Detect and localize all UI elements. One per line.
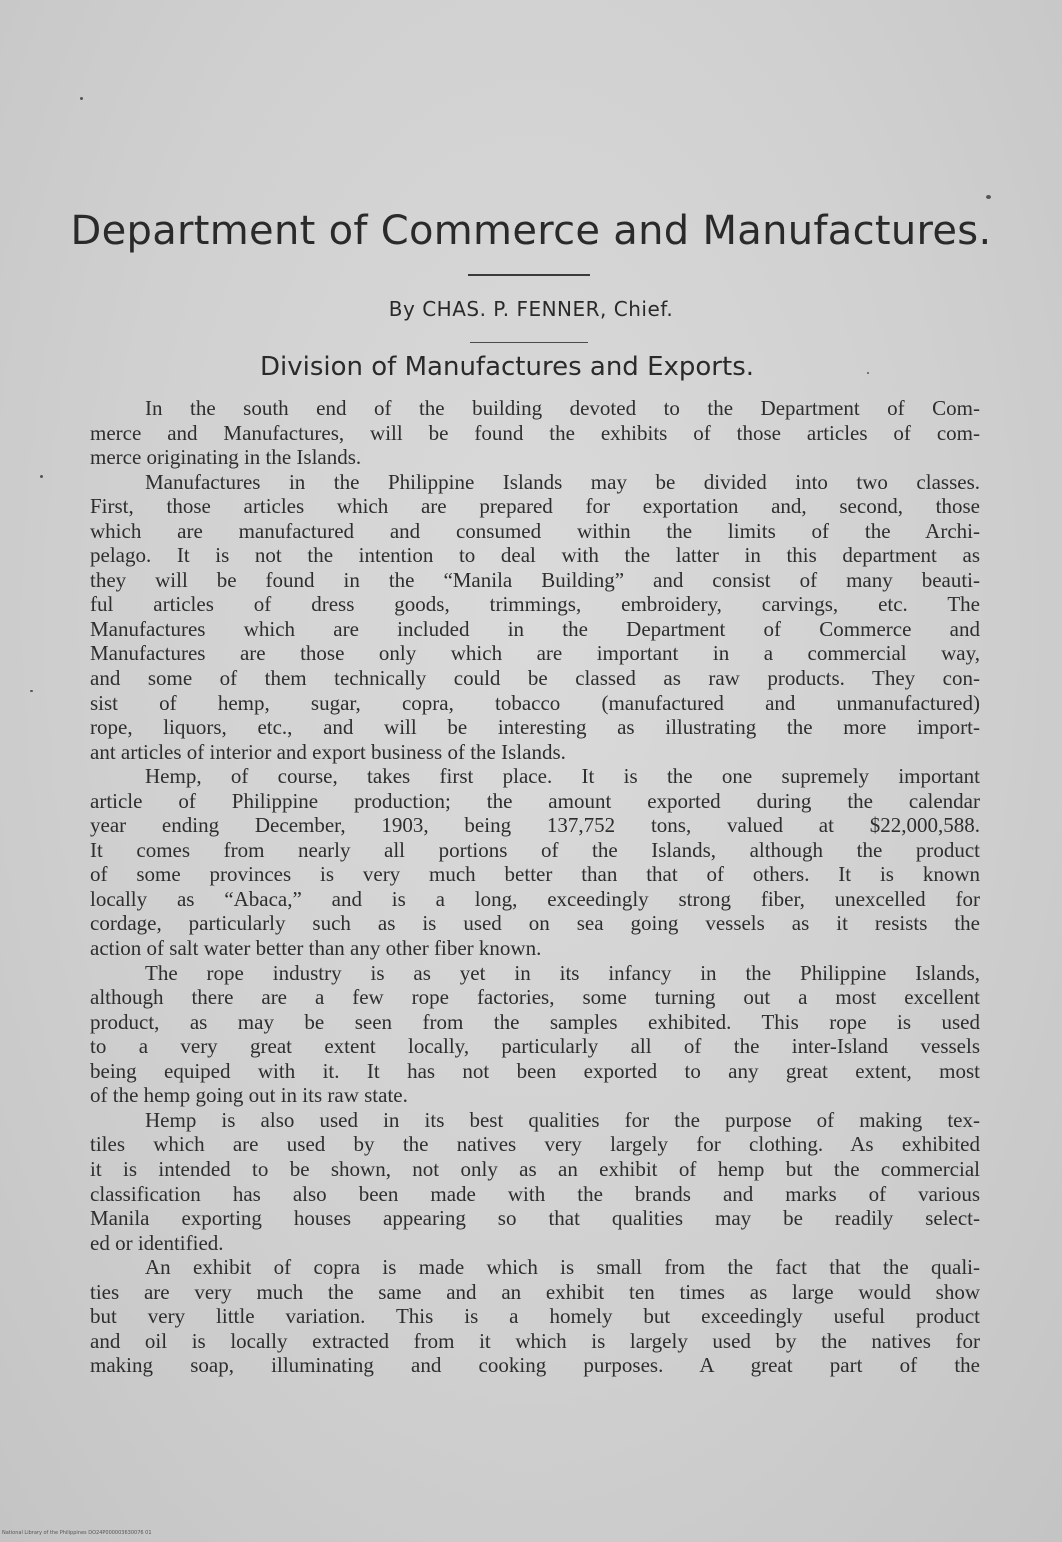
text-line: In the south end of the building devoted to the Department of Com- [145, 396, 980, 420]
text-line: Manila exporting houses appearing so that qualities may be readily select- [90, 1206, 980, 1231]
text-line: of some provinces is very much better than that of others. It is known [90, 862, 980, 887]
text-line: tiles which are used by the natives very largely for clothing. As exhibited [90, 1132, 980, 1157]
text-line: article of Philippine production; the amount exported during the calendar [90, 788, 980, 813]
text-line: merce and Manufactures, will be found the exhibits of those articles of com- [90, 420, 980, 445]
text-line: First, those articles which are prepared for exportation and, second, those [90, 494, 980, 519]
text-line: ties are very much the same and an exhibit ten times as large would show [90, 1279, 980, 1304]
text-line: Hemp, of course, takes first place. It is the one supremely important [145, 764, 980, 789]
text-line: to a very great extent locally, particularly all of the inter-Island vessels [90, 1034, 980, 1059]
text-line: but very little variation. This is a homely but exceedingly useful product [90, 1304, 980, 1329]
text-line: Manufactures which are included in the Department of Commerce and [90, 616, 980, 641]
text-line: An exhibit of copra is made which is small from the fact that the quali- [145, 1255, 980, 1280]
text-line: of the hemp going out in its raw state. [90, 1083, 408, 1108]
paragraph [90, 470, 980, 765]
text-line: It comes from nearly all portions of the Islands, although the product [90, 837, 980, 862]
paragraph [90, 396, 980, 470]
text-line: Manufactures in the Philippine Islands may be divided into two classes. [145, 469, 980, 494]
paragraph [90, 764, 980, 960]
text-line: ed or identified. [90, 1230, 224, 1255]
text-line: action of salt water better than any other fiber known. [90, 936, 542, 961]
paragraph [90, 1255, 980, 1378]
speck [40, 475, 43, 478]
text-line: and some of them technically could be classed as raw products. They con- [90, 666, 980, 691]
byline: By CHAS. P. FENNER, Chief. [388, 297, 674, 321]
text-line: they will be found in the “Manila Building” and consist of many beauti- [90, 567, 980, 592]
text-line: cordage, particularly such as is used on sea going vessels as it resists the [90, 911, 980, 936]
text-line: ful articles of dress goods, trimmings, embroidery, carvings, etc. The [90, 592, 980, 617]
text-line: rope, liquors, etc., and will be interesting as illustrating the more import- [90, 715, 980, 740]
section-heading: Division of Manufactures and Exports. [260, 352, 754, 382]
body-text [90, 396, 980, 1378]
speck [867, 372, 869, 374]
speck [986, 195, 991, 199]
page-title: Department of Commerce and Manufactures. [70, 208, 992, 254]
paragraph [90, 1108, 980, 1255]
text-line: Hemp is also used in its best qualities for the purpose of making tex- [145, 1107, 980, 1132]
text-line: merce originating in the Islands. [90, 445, 362, 470]
text-line: it is intended to be shown, not only as an exhibit of hemp but the commercial [90, 1156, 980, 1181]
text-line: and oil is locally extracted from it which is largely used by the natives for [90, 1328, 980, 1353]
text-line: which are manufactured and consumed within the limits of the Archi- [90, 518, 980, 543]
text-line: although there are a few rope factories, some turning out a most excellent [90, 985, 980, 1010]
speck [80, 97, 83, 100]
scan-footer: National Library of the Philippines DO24P000003630076 01 [2, 1530, 152, 1536]
text-line: making soap, illuminating and cooking purposes. A great part of the [90, 1353, 980, 1378]
text-line: locally as “Abaca,” and is a long, exceedingly strong fiber, unexcelled for [90, 886, 980, 911]
text-line: year ending December, 1903, being 137,752 tons, valued at $22,000,588. [90, 813, 980, 838]
text-line: being equiped with it. It has not been exported to any great extent, most [90, 1058, 980, 1083]
title-rule [468, 274, 590, 276]
text-line: sist of hemp, sugar, copra, tobacco (manufactured and unmanufactured) [90, 690, 980, 715]
text-line: ant articles of interior and export business of the Islands. [90, 739, 566, 764]
text-line: Manufactures are those only which are important in a commercial way, [90, 641, 980, 666]
text-line: classification has also been made with the brands and marks of various [90, 1181, 980, 1206]
byline-rule [470, 342, 588, 343]
text-line: product, as may be seen from the samples exhibited. This rope is used [90, 1009, 980, 1034]
speck [30, 690, 33, 692]
text-line: The rope industry is as yet in its infancy in the Philippine Islands, [145, 960, 980, 985]
paragraph [90, 961, 980, 1108]
text-line: pelago. It is not the intention to deal with the latter in this department as [90, 543, 980, 568]
